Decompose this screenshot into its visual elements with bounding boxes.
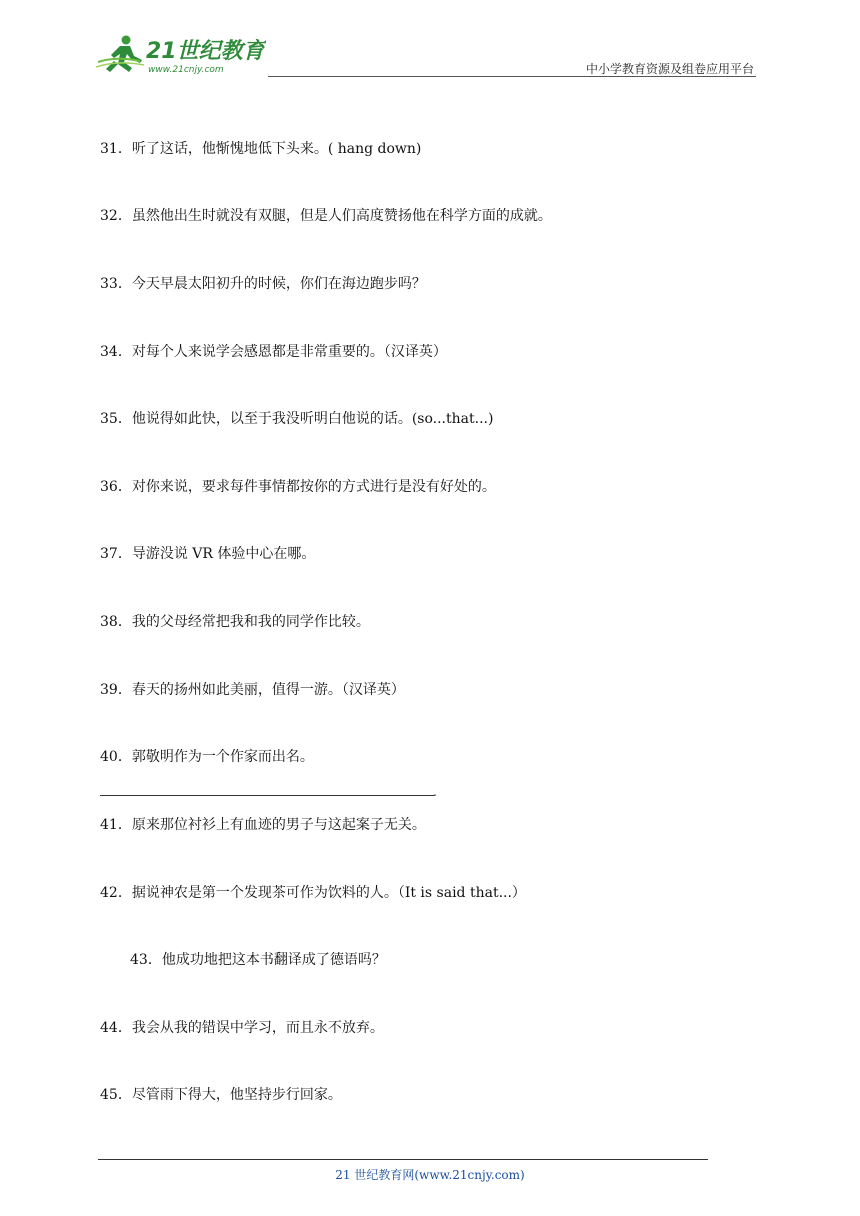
question-42 bbox=[100, 883, 526, 903]
question-number: 38． bbox=[100, 614, 132, 630]
footer-link[interactable]: 21 世纪教育网(www.21cnjy.com) bbox=[335, 1168, 525, 1182]
question-number: 40． bbox=[100, 749, 132, 765]
question-text: 对每个人来说学会感恩都是非常重要的。（汉译英） bbox=[131, 344, 447, 360]
logo-url: www.21cnjy.com bbox=[148, 65, 224, 75]
question-40 bbox=[100, 747, 314, 767]
question-number: 31． bbox=[100, 141, 132, 157]
answer-blank-period: . bbox=[433, 785, 437, 799]
question-text: 郭敬明作为一个作家而出名。 bbox=[131, 749, 314, 765]
question-number: 34． bbox=[100, 344, 132, 360]
header-divider bbox=[268, 76, 756, 77]
question-number: 45． bbox=[100, 1087, 132, 1103]
question-number: 41． bbox=[100, 817, 132, 833]
question-text: 虽然他出生时就没有双腿，但是人们高度赞扬他在科学方面的成就。 bbox=[131, 208, 552, 224]
question-44 bbox=[100, 1018, 384, 1038]
answer-blank-line[interactable] bbox=[100, 795, 434, 796]
question-text: 春天的扬州如此美丽，值得一游。（汉译英） bbox=[131, 682, 405, 698]
footer-divider bbox=[98, 1159, 708, 1160]
question-number: 33． bbox=[100, 276, 132, 292]
question-38 bbox=[100, 612, 370, 632]
question-33 bbox=[100, 274, 426, 294]
question-34 bbox=[100, 342, 447, 362]
question-number: 43． bbox=[130, 952, 162, 968]
logo-wordmark: 21世纪教育 bbox=[146, 39, 265, 64]
question-number: 42． bbox=[100, 885, 132, 901]
question-35 bbox=[100, 409, 493, 429]
question-text: 我会从我的错误中学习，而且永不放弃。 bbox=[131, 1020, 384, 1036]
question-32 bbox=[100, 206, 552, 226]
question-text: 我的父母经常把我和我的同学作比较。 bbox=[131, 614, 370, 630]
question-text: 据说神农是第一个发现茶可作为饮料的人。（It is said that...） bbox=[131, 885, 526, 901]
question-number: 32． bbox=[100, 208, 132, 224]
question-number: 35． bbox=[100, 411, 132, 427]
question-31 bbox=[100, 139, 421, 159]
question-text: 今天早晨太阳初升的时候，你们在海边跑步吗？ bbox=[131, 276, 426, 292]
question-text: 听了这话，他惭愧地低下头来。( hang down) bbox=[131, 141, 422, 157]
question-45 bbox=[100, 1085, 342, 1105]
question-text: 尽管雨下得大，他坚持步行回家。 bbox=[131, 1087, 342, 1103]
question-number: 39． bbox=[100, 682, 132, 698]
question-39 bbox=[100, 680, 405, 700]
question-36 bbox=[100, 477, 496, 497]
question-37 bbox=[100, 544, 315, 564]
question-text: 原来那位衬衫上有血迹的男子与这起案子无关。 bbox=[131, 817, 426, 833]
question-text: 他成功地把这本书翻译成了德语吗？ bbox=[161, 952, 386, 968]
question-number: 37． bbox=[100, 546, 132, 562]
question-41 bbox=[100, 815, 426, 835]
question-text: 他说得如此快，以至于我没听明白他说的话。(so...that...) bbox=[131, 411, 494, 427]
platform-title: 中小学教育资源及组卷应用平台 bbox=[585, 62, 754, 76]
question-text: 对你来说，要求每件事情都按你的方式进行是没有好处的。 bbox=[131, 479, 496, 495]
question-number: 36． bbox=[100, 479, 132, 495]
runner-logo-icon bbox=[96, 34, 266, 80]
page-header bbox=[0, 0, 860, 90]
question-43 bbox=[130, 950, 386, 970]
question-text: 导游没说 VR 体验中心在哪。 bbox=[131, 546, 316, 562]
question-number: 44． bbox=[100, 1020, 132, 1036]
site-logo[interactable] bbox=[96, 34, 266, 80]
